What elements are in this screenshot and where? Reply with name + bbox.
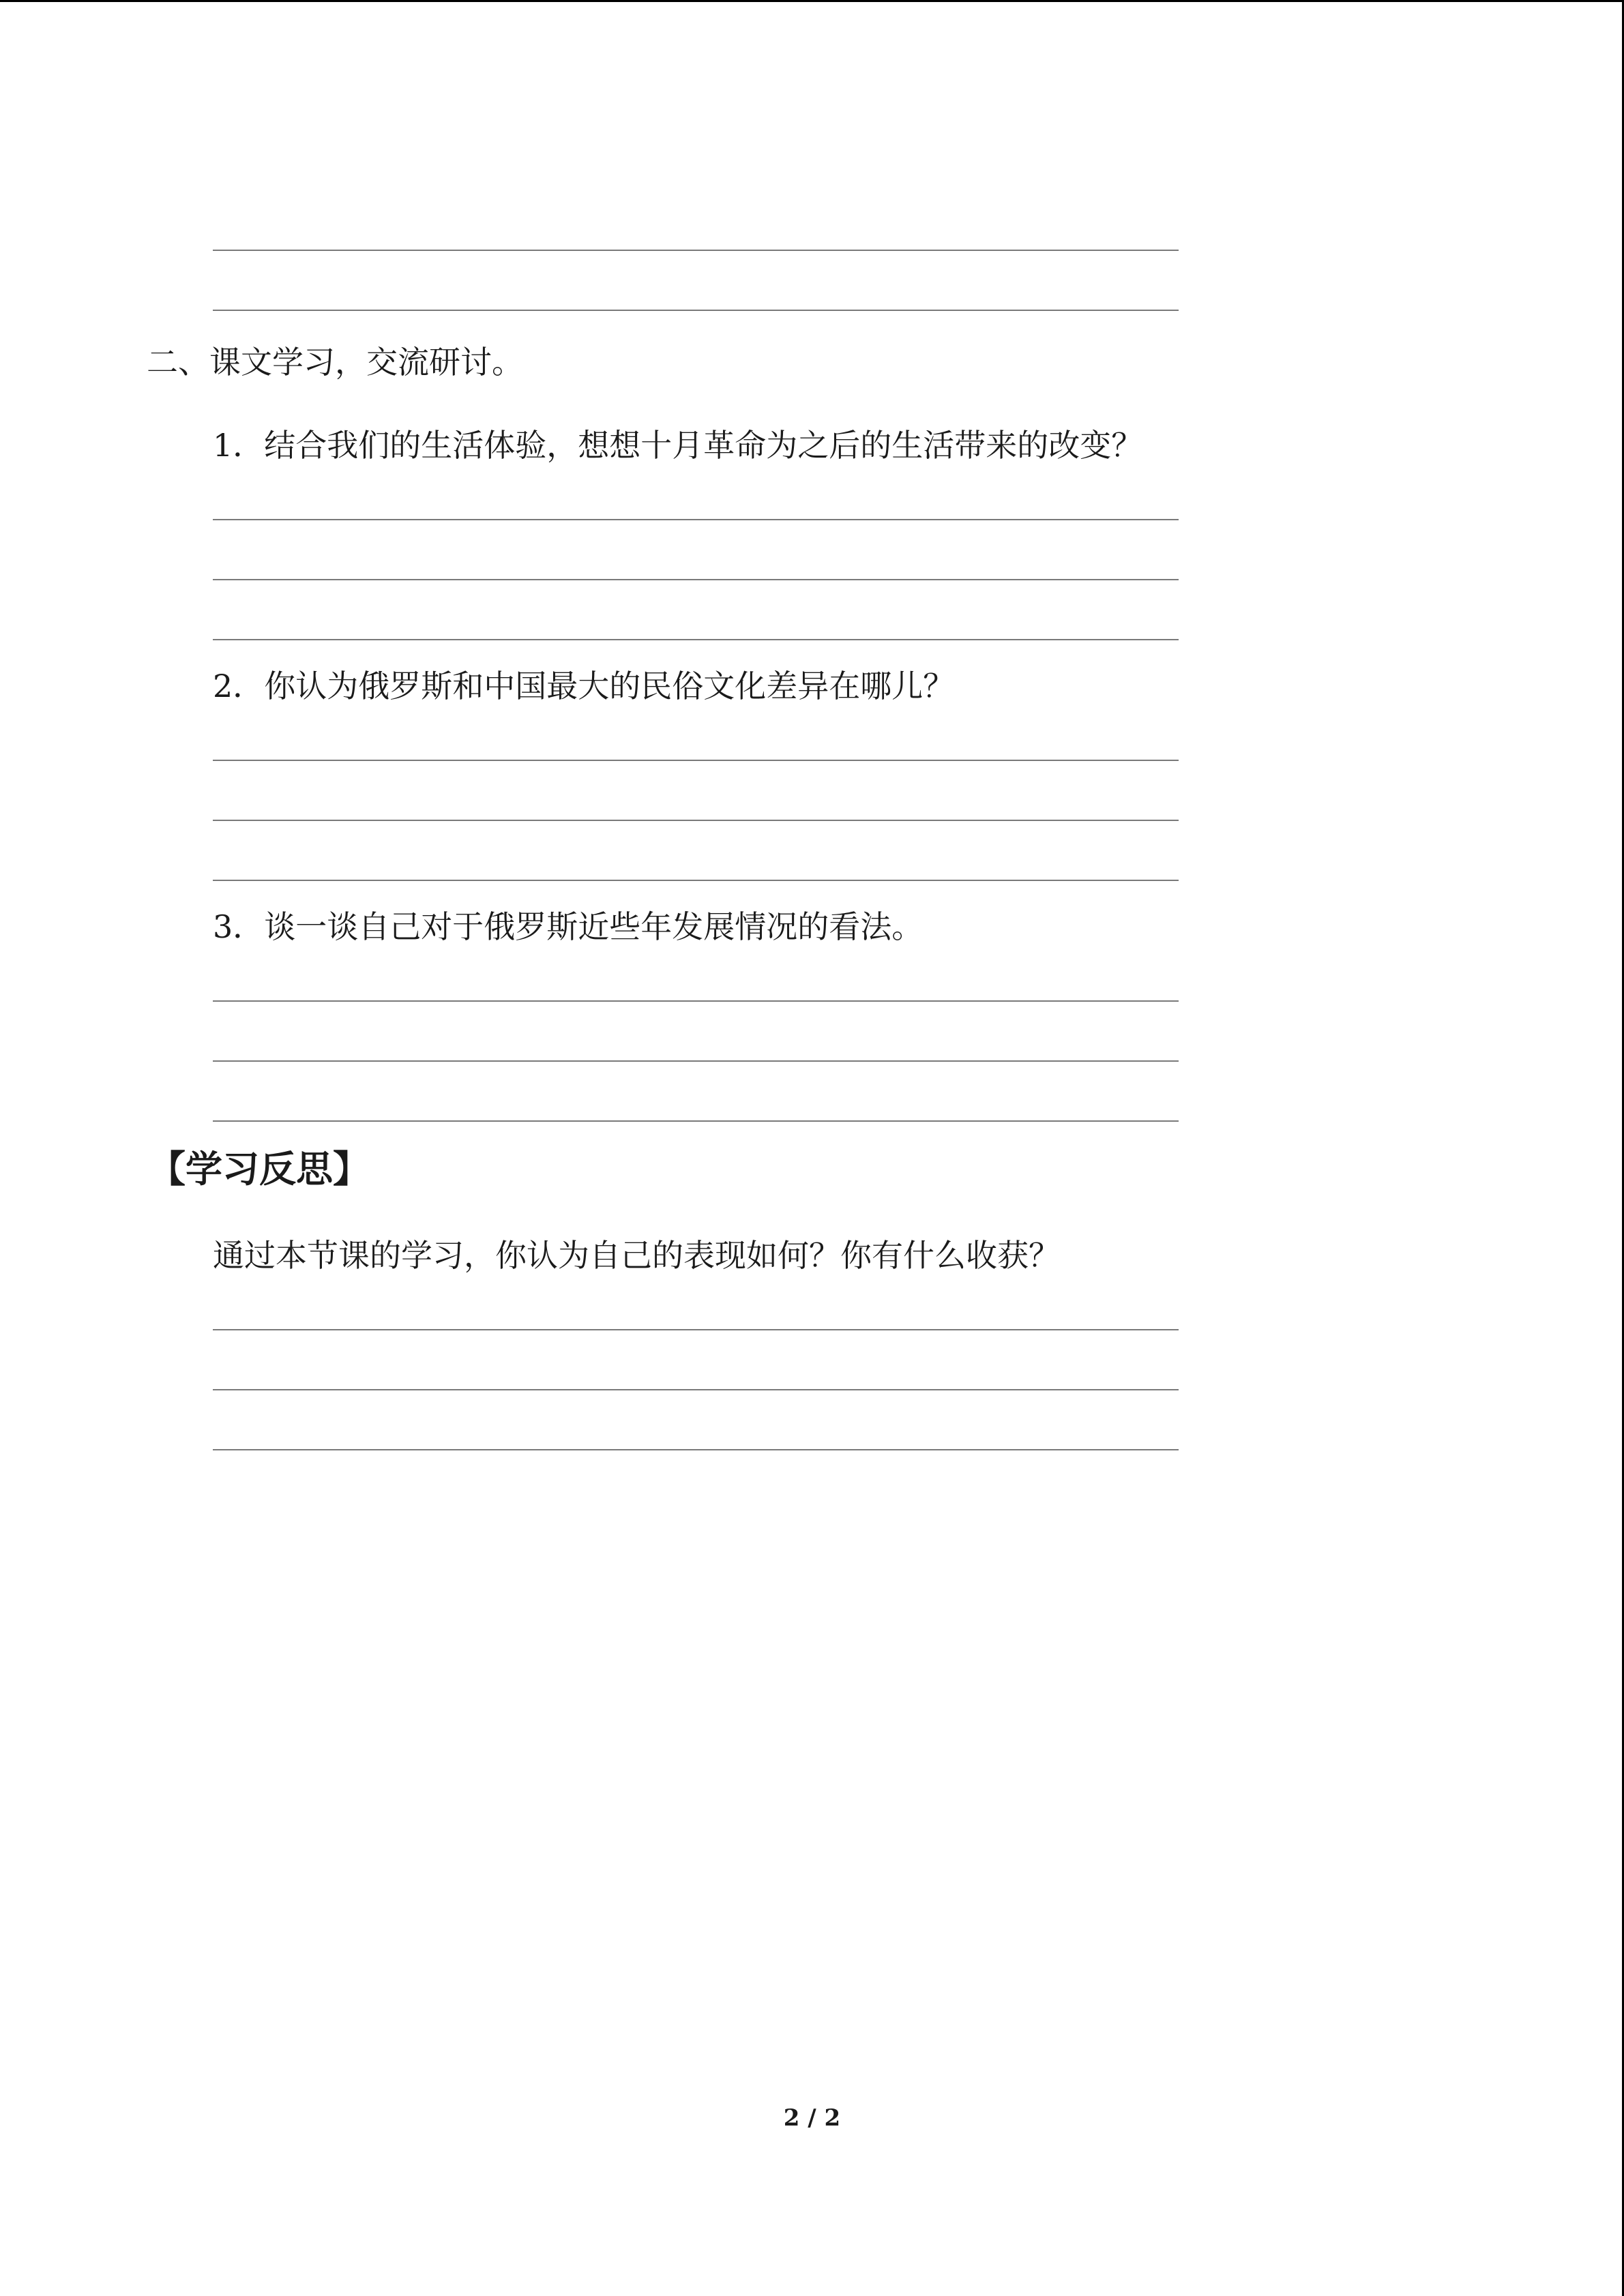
answer-line[interactable] xyxy=(213,1060,1179,1062)
question-2: 2．你认为俄罗斯和中国最大的民俗文化差异在哪儿？ xyxy=(213,668,955,704)
answer-line[interactable] xyxy=(213,820,1179,821)
answer-line[interactable] xyxy=(213,519,1179,520)
answer-line[interactable] xyxy=(213,639,1179,640)
answer-line[interactable] xyxy=(213,579,1179,580)
question-3: 3．谈一谈自己对于俄罗斯近些年发展情况的看法。 xyxy=(213,908,924,945)
answer-line[interactable] xyxy=(213,1449,1179,1450)
reflection-heading: 【学习反思】 xyxy=(149,1148,370,1191)
question-1: 1．结合我们的生活体验，想想十月革命为之后的生活带来的改变？ xyxy=(213,427,1143,464)
answer-line[interactable] xyxy=(213,250,1179,251)
reflection-prompt: 通过本节课的学习，你认为自己的表现如何？你有什么收获？ xyxy=(213,1237,1060,1274)
page-number: 2 / 2 xyxy=(783,2104,841,2132)
section-heading: 二、课文学习，交流研讨。 xyxy=(147,344,523,381)
answer-line[interactable] xyxy=(213,310,1179,311)
page-top-border xyxy=(0,0,1624,2)
answer-line[interactable] xyxy=(213,760,1179,761)
answer-line[interactable] xyxy=(213,1000,1179,1002)
answer-line[interactable] xyxy=(213,880,1179,881)
answer-line[interactable] xyxy=(213,1120,1179,1122)
answer-line[interactable] xyxy=(213,1389,1179,1390)
answer-line[interactable] xyxy=(213,1329,1179,1330)
